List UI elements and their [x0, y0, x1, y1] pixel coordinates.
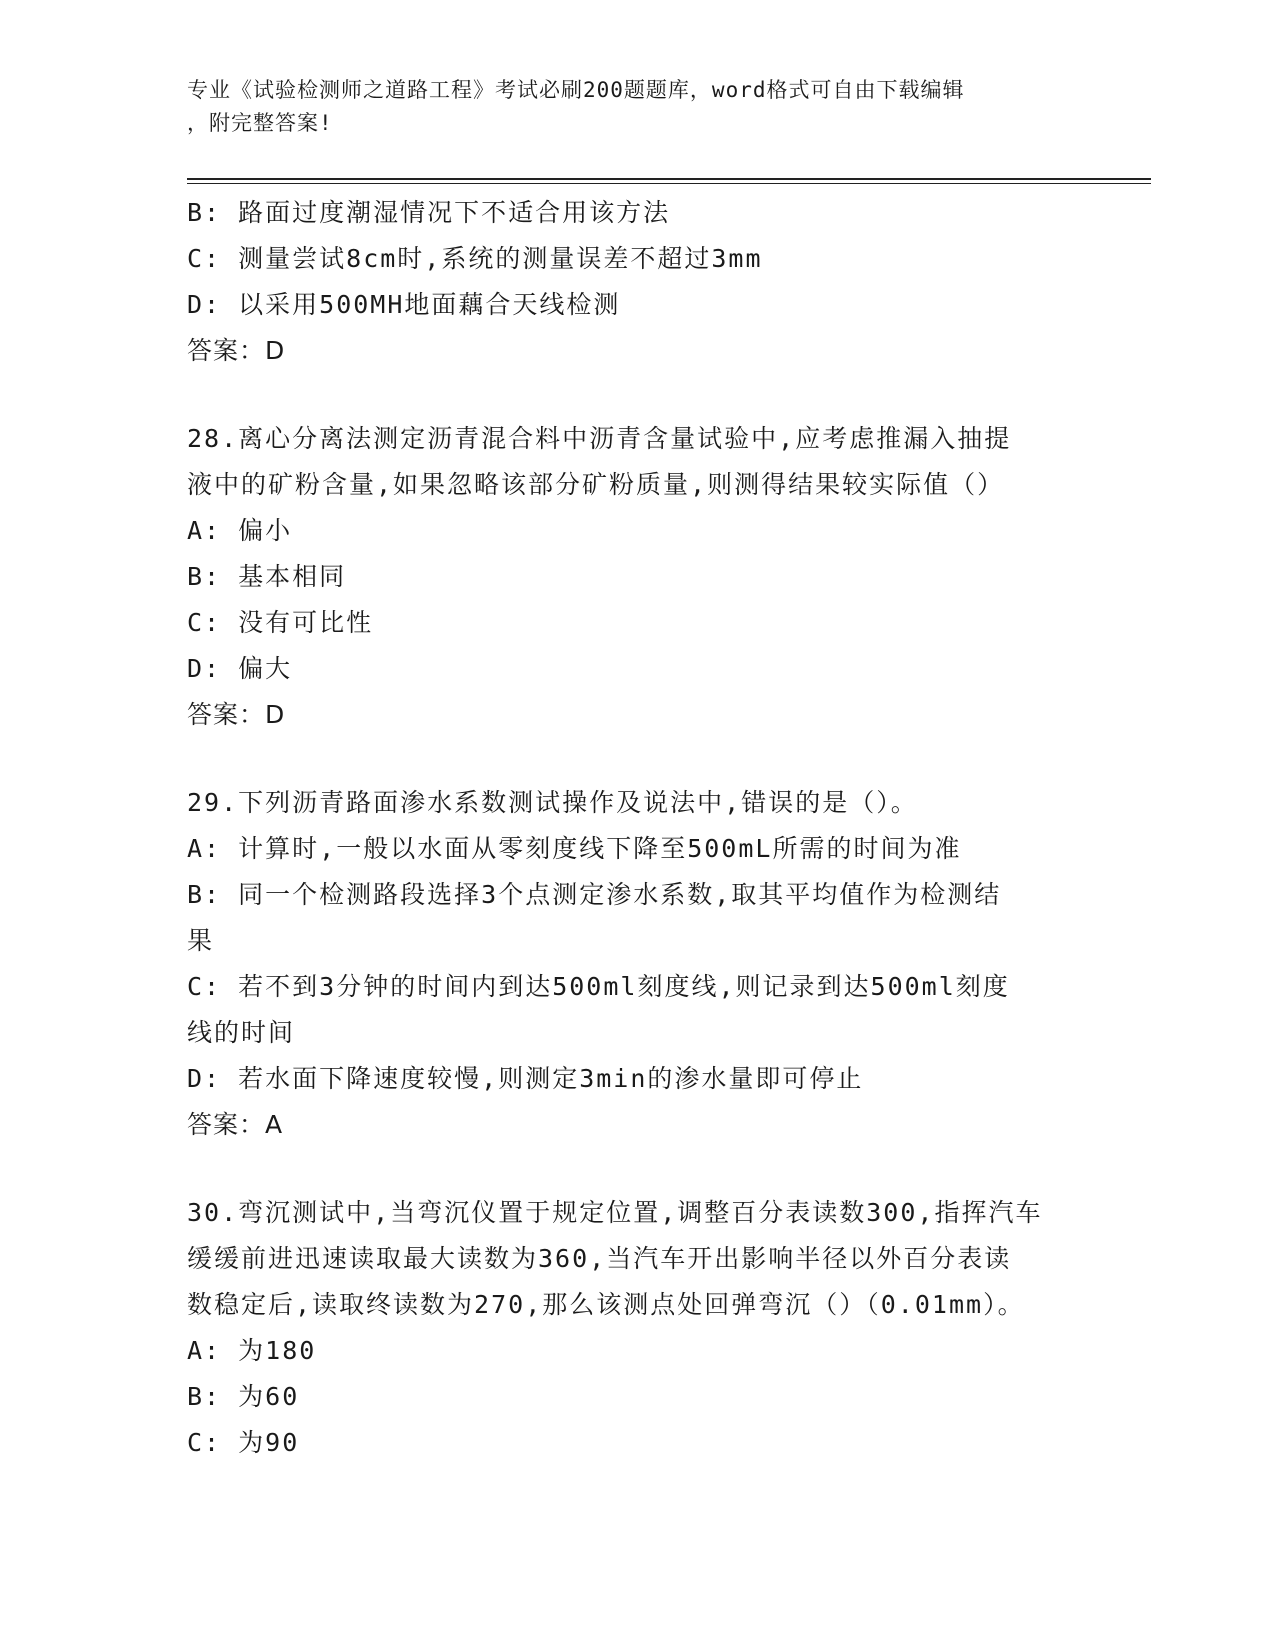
answer: 答案：D	[187, 336, 286, 365]
header-divider-thin	[187, 183, 1151, 184]
option-a: A: 计算时,一般以水面从零刻度线下降至500mL所需的时间为准	[187, 834, 962, 863]
question-stem-line-3: 数稳定后,读取终读数为270,那么该测点处回弹弯沉（）（0.01mm）。	[187, 1290, 1025, 1319]
question-stem-line-1: 28.离心分离法测定沥青混合料中沥青含量试验中,应考虑推漏入抽提	[187, 424, 1012, 453]
question-28	[187, 416, 1087, 738]
option-a: A: 为180	[187, 1336, 317, 1365]
option-b-line-1: B: 同一个检测路段选择3个点测定渗水系数,取其平均值作为检测结	[187, 880, 1002, 909]
document-body	[187, 190, 1087, 1466]
header-line-1: 专业《试验检测师之道路工程》考试必刷200题题库，word格式可自由下载编辑	[187, 78, 965, 102]
answer: 答案：D	[187, 700, 286, 729]
question-29	[187, 780, 1087, 1148]
question-stem-line-2: 液中的矿粉含量,如果忽略该部分矿粉质量,则测得结果较实际值（）	[187, 470, 1005, 499]
option-c: C: 测量尝试8cm时,系统的测量误差不超过3mm	[187, 244, 763, 273]
header-line-2: ，附完整答案!	[187, 111, 333, 135]
option-d: D: 偏大	[187, 654, 293, 683]
question-27-continued	[187, 190, 1087, 374]
question-stem-line-2: 缓缓前进迅速读取最大读数为360,当汽车开出影响半径以外百分表读	[187, 1244, 1012, 1273]
option-c: C: 为90	[187, 1428, 300, 1457]
question-stem-line-1: 29.下列沥青路面渗水系数测试操作及说法中,错误的是（）。	[187, 788, 918, 817]
option-c-line-2: 线的时间	[187, 1018, 296, 1047]
option-b: B: 路面过度潮湿情况下不适合用该方法	[187, 198, 671, 227]
option-a: A: 偏小	[187, 516, 293, 545]
header-divider-thick	[187, 178, 1151, 180]
option-d: D: 以采用500MH地面藕合天线检测	[187, 290, 621, 319]
option-d: D: 若水面下降速度较慢,则测定3min的渗水量即可停止	[187, 1064, 864, 1093]
question-stem-line-1: 30.弯沉测试中,当弯沉仪置于规定位置,调整百分表读数300,指挥汽车	[187, 1198, 1043, 1227]
document-header	[187, 74, 1077, 140]
option-b-line-2: 果	[187, 926, 215, 955]
option-b: B: 基本相同	[187, 562, 347, 591]
option-b: B: 为60	[187, 1382, 300, 1411]
answer: 答案：A	[187, 1110, 284, 1139]
question-30	[187, 1190, 1087, 1466]
option-c-line-1: C: 若不到3分钟的时间内到达500ml刻度线,则记录到达500ml刻度	[187, 972, 1010, 1001]
option-c: C: 没有可比性	[187, 608, 374, 637]
